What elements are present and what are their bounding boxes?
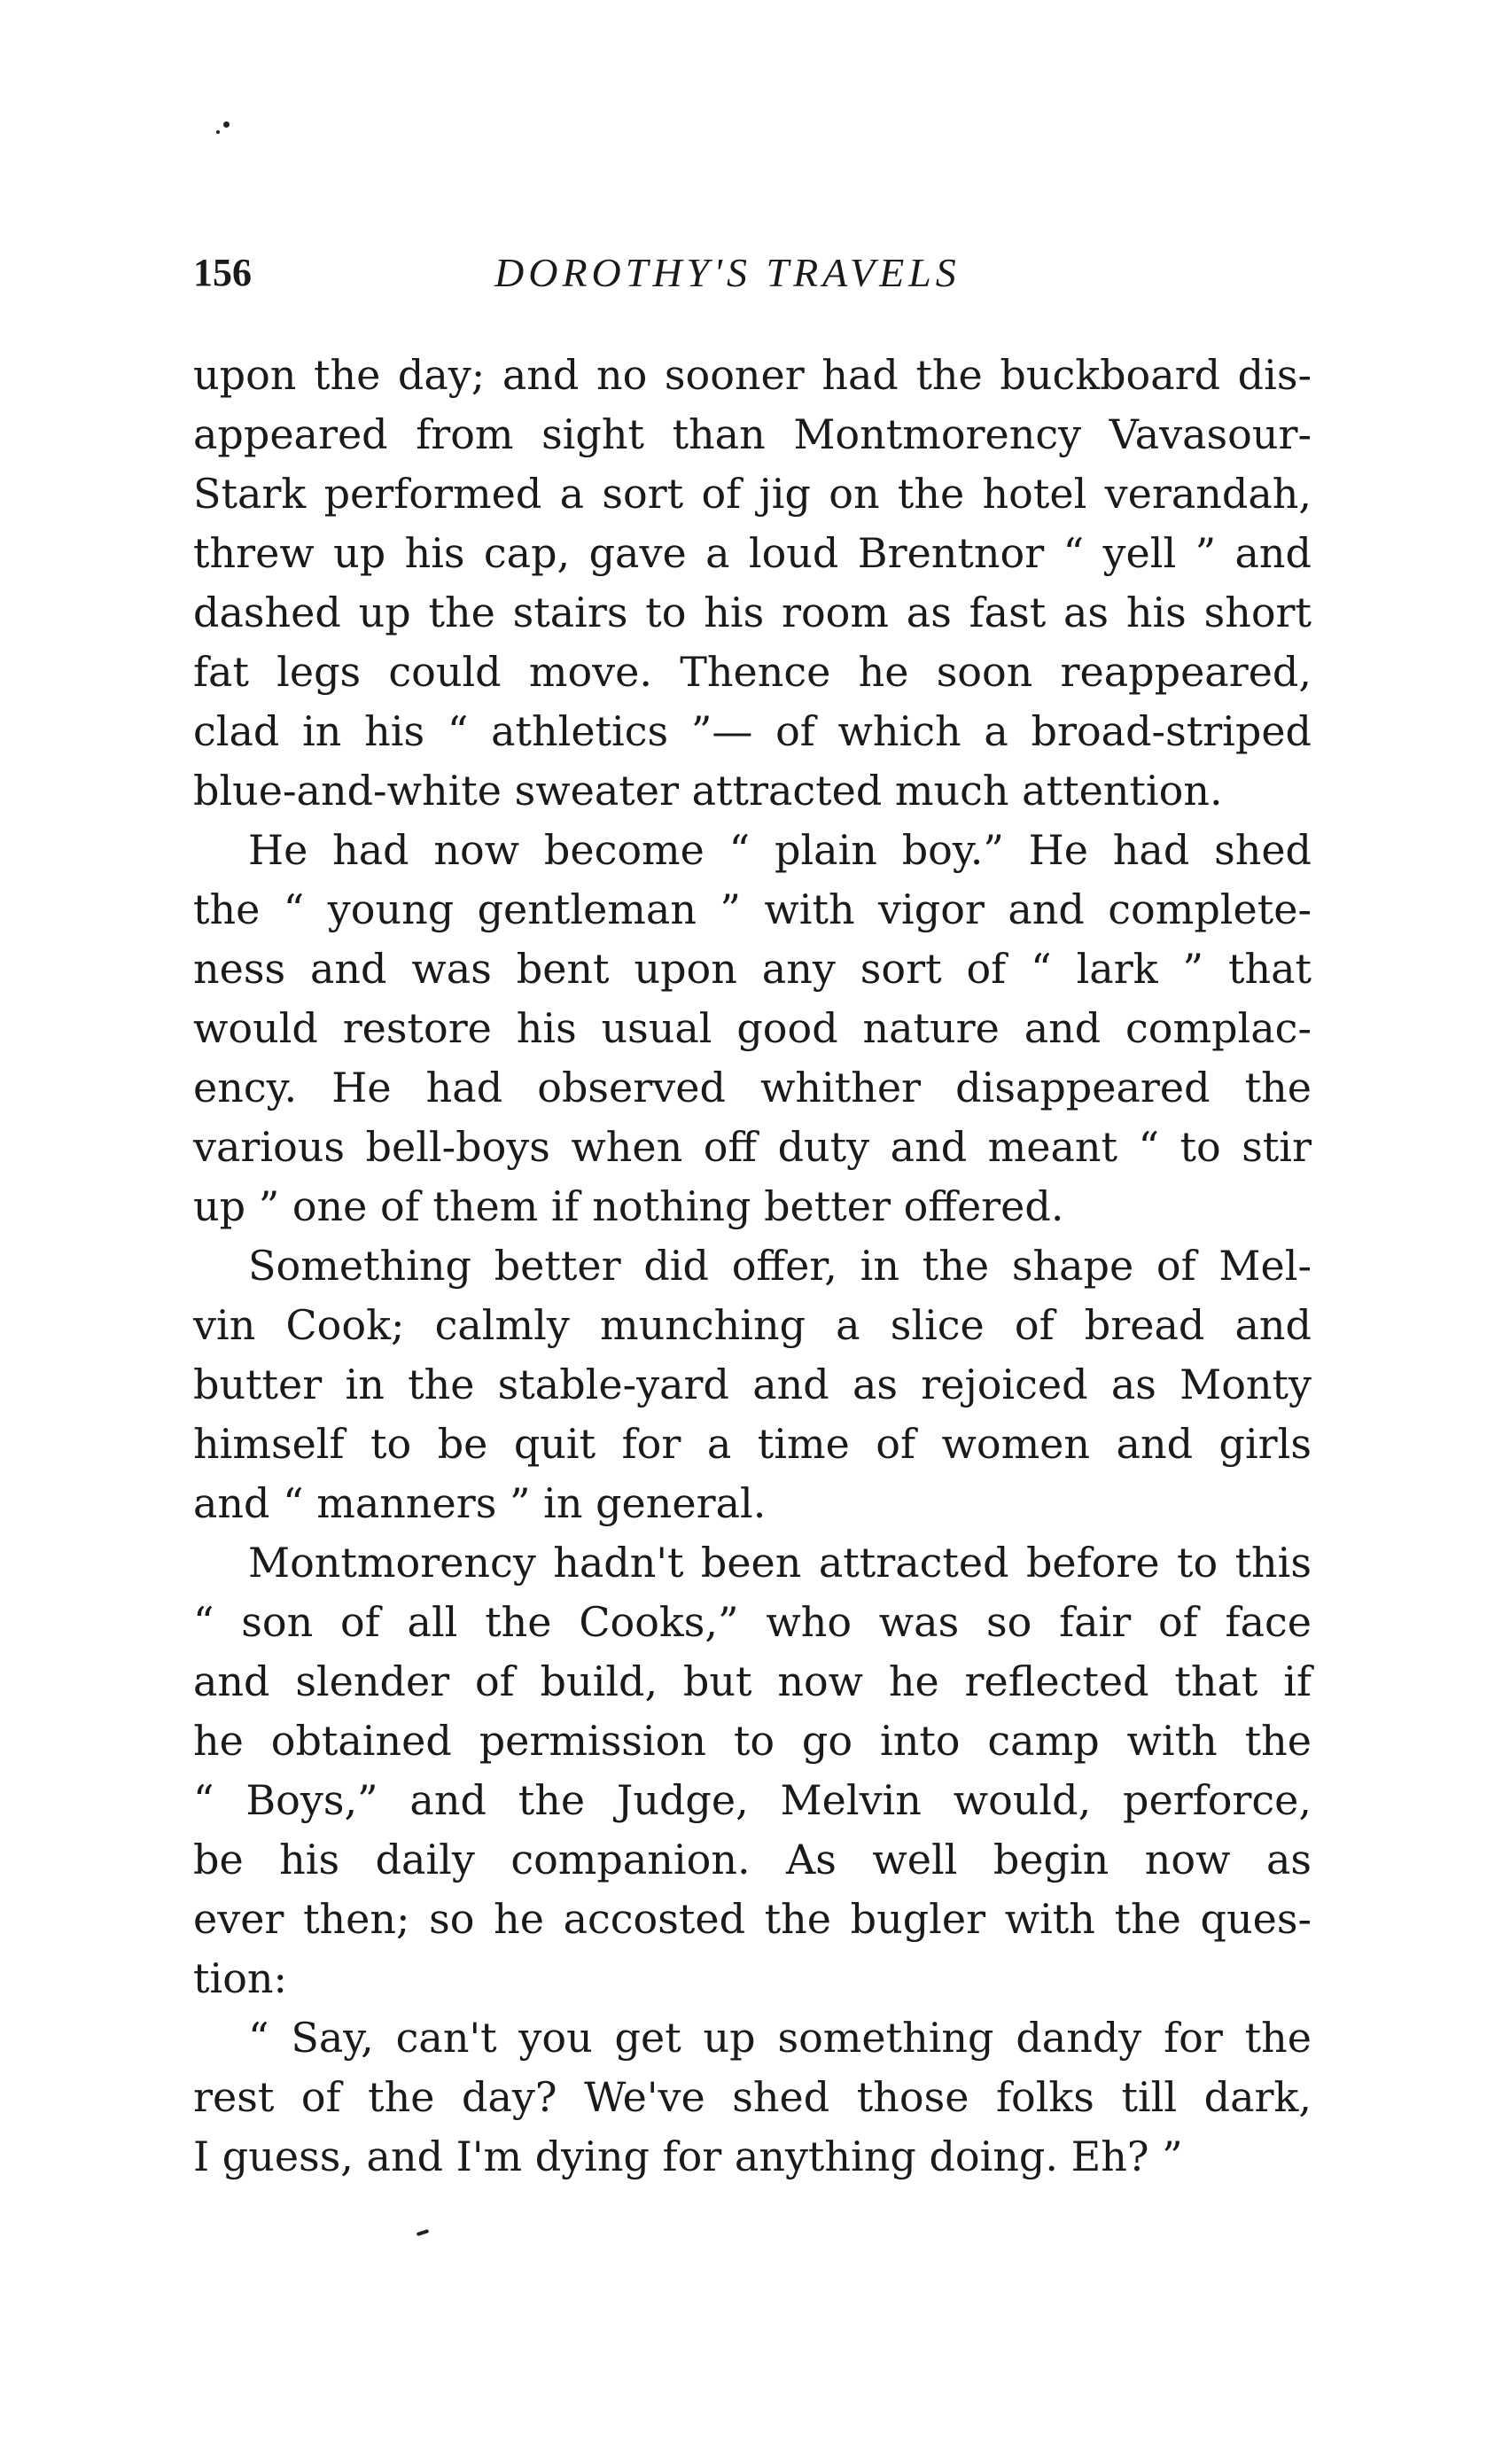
text-line: Something better did offer, in the shape of Mel- (248, 1242, 1312, 1290)
running-head: DOROTHY'S TRAVELS (494, 250, 961, 295)
text-line: fat legs could move. Thence he soon reappeared, (193, 648, 1312, 696)
text-line: “ Say, can't you get up something dandy for the (248, 2014, 1312, 2062)
text-line: threw up his cap, gave a loud Brentnor “ yell ” and (193, 529, 1312, 577)
text-line: Stark performed a sort of jig on the hotel verandah, (193, 470, 1312, 518)
text-line: and “ manners ” in general. (193, 1479, 767, 1527)
text-line: “ Boys,” and the Judge, Melvin would, perforce, (193, 1776, 1312, 1824)
text-line: tion: (193, 1954, 288, 2002)
text-line: up ” one of them if nothing better offered. (193, 1182, 1064, 1230)
text-line: be his daily companion. As well begin now as (193, 1836, 1312, 1883)
text-line: and slender of build, but now he reflected that if (193, 1657, 1312, 1705)
print-speck (216, 130, 220, 134)
text-line: dashed up the stairs to his room as fast as his short (193, 589, 1312, 636)
text-line: appeared from sight than Montmorency Vavasour- (193, 410, 1312, 458)
text-line: various bell-boys when off duty and meant “ to stir (193, 1123, 1312, 1171)
text-line: himself to be quit for a time of women and girls (193, 1420, 1312, 1468)
body-text (193, 346, 1312, 2187)
paragraph (193, 1533, 1312, 2008)
page-number: 156 (193, 251, 252, 294)
text-line: “ son of all the Cooks,” who was so fair of face (193, 1598, 1312, 1646)
print-speck (417, 2229, 430, 2236)
text-line: rest of the day? We've shed those folks till dark, (193, 2073, 1312, 2121)
print-speck (223, 121, 230, 128)
paragraph (193, 821, 1312, 1236)
text-line: upon the day; and no sooner had the buckboard dis- (193, 351, 1312, 399)
paragraph (193, 346, 1312, 821)
text-line: clad in his “ athletics ”— of which a broad-striped (193, 707, 1312, 755)
text-line: he obtained permission to go into camp with the (193, 1717, 1312, 1765)
text-line: butter in the stable-yard and as rejoiced as Monty (193, 1361, 1312, 1408)
text-line: I guess, and I'm dying for anything doing. Eh? ” (193, 2133, 1183, 2180)
text-line: ever then; so he accosted the bugler with the ques- (193, 1895, 1312, 1943)
text-line: the “ young gentleman ” with vigor and complete- (193, 885, 1312, 933)
paragraph (193, 2008, 1312, 2187)
text-line: Montmorency hadn't been attracted before to this (248, 1539, 1312, 1587)
paragraph (193, 1236, 1312, 1533)
text-line: blue-and-white sweater attracted much attention. (193, 767, 1223, 815)
page-header (193, 239, 1310, 310)
text-line: vin Cook; calmly munching a slice of bread and (193, 1301, 1312, 1349)
text-line: He had now become “ plain boy.” He had shed (248, 826, 1312, 874)
text-line: ency. He had observed whither disappeared the (193, 1064, 1312, 1111)
text-line: would restore his usual good nature and complac- (193, 1004, 1312, 1052)
text-line: ness and was bent upon any sort of “ lark ” that (193, 945, 1312, 993)
